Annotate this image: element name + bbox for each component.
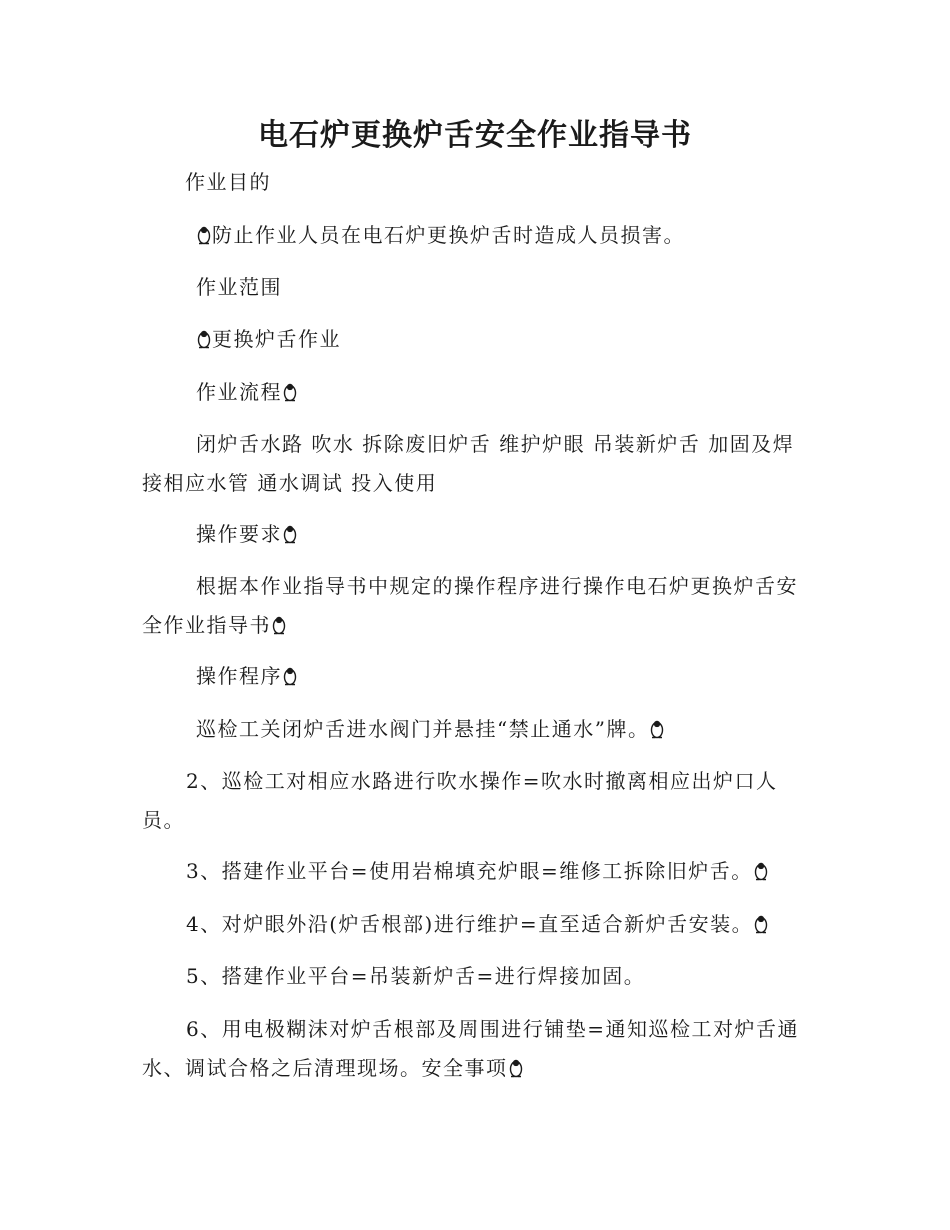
penguin-icon: [508, 1058, 524, 1078]
procedure-step-4: 4、对炉眼外沿(炉舌根部)进行维护=直至适合新炉舌安装。: [142, 905, 808, 944]
penguin-icon: [196, 225, 212, 245]
purpose-text: 防止作业人员在电石炉更换炉舌时造成人员损害。: [142, 216, 808, 255]
penguin-icon: [196, 329, 212, 349]
heading-procedure: 操作程序: [142, 657, 808, 696]
penguin-icon: [753, 914, 769, 934]
heading-process: 作业流程: [142, 373, 808, 412]
penguin-icon: [282, 382, 298, 402]
penguin-icon: [282, 666, 298, 686]
penguin-icon: [282, 524, 298, 544]
procedure-step-1: 巡检工关闭炉舌进水阀门并悬挂“禁止通水”牌。: [142, 710, 808, 749]
procedure-step-6: 6、用电极糊沫对炉舌根部及周围进行铺垫=通知巡检工对炉舌通水、调试合格之后清理现场。安全事项: [142, 1017, 799, 1080]
penguin-icon: [649, 719, 665, 739]
procedure-step-5: 5、搭建作业平台=吊装新炉舌=进行焊接加固。: [186, 964, 646, 988]
heading-purpose: 作业目的: [185, 170, 271, 194]
requirements-text: 根据本作业指导书中规定的操作程序进行操作电石炉更换炉舌安全作业指导书: [142, 574, 798, 637]
scope-text: 更换炉舌作业: [142, 320, 808, 359]
heading-scope: 作业范围: [196, 275, 282, 299]
penguin-icon: [753, 861, 769, 881]
procedure-step-2: 2、巡检工对相应水路进行吹水操作=吹水时撤离相应出炉口人员。: [142, 769, 778, 832]
procedure-step-3: 3、搭建作业平台=使用岩棉填充炉眼=维修工拆除旧炉舌。: [142, 852, 808, 891]
heading-requirements: 操作要求: [142, 515, 808, 554]
process-text: 闭炉舌水路 吹水 拆除废旧炉舌 维护炉眼 吊装新炉舌 加固及焊接相应水管 通水调试 投入使用: [142, 432, 795, 495]
document-title: 电石炉更换炉舌安全作业指导书: [258, 118, 692, 153]
penguin-icon: [271, 615, 287, 635]
